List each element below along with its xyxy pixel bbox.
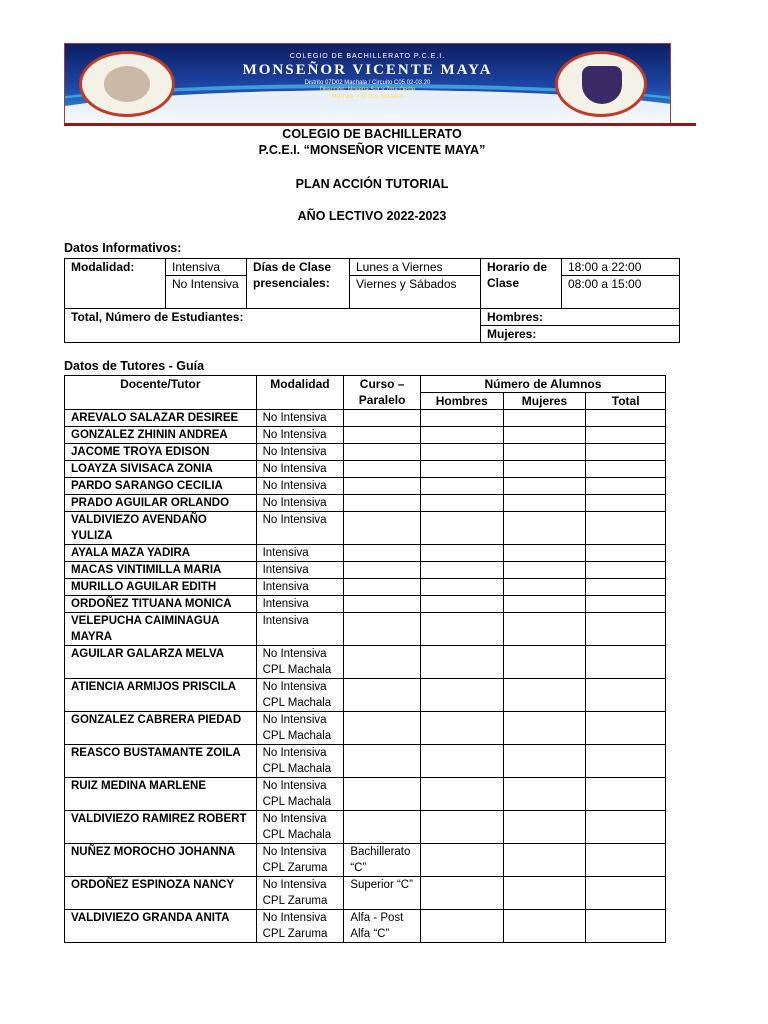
tutor-total <box>586 844 666 877</box>
tutor-total <box>586 461 666 478</box>
tutor-total <box>586 579 666 596</box>
tutor-mujeres <box>503 877 586 910</box>
tutor-hombres <box>420 877 503 910</box>
tutor-mujeres <box>503 461 586 478</box>
tutor-hombres <box>420 444 503 461</box>
table-row <box>65 679 666 712</box>
tutor-curso: Bachillerato “C” <box>344 844 421 877</box>
tutor-modalidad: Intensiva <box>256 613 344 646</box>
tutor-curso <box>344 811 421 844</box>
tutor-total <box>586 596 666 613</box>
col-curso: Curso – Paralelo <box>344 376 421 410</box>
tutor-modalidad: No Intensiva <box>256 495 344 512</box>
tutor-mujeres <box>503 410 586 427</box>
tutor-hombres <box>420 596 503 613</box>
tutor-name: ORDOÑEZ ESPINOZA NANCY <box>65 877 257 910</box>
tutor-modalidad: Intensiva <box>256 579 344 596</box>
total-estudiantes-text: Total, Número de Estudiantes: <box>71 310 244 324</box>
tutor-modalidad: Intensiva <box>256 596 344 613</box>
tutor-modalidad: No Intensiva CPL Zaruma <box>256 910 344 943</box>
col-numero-alumnos: Número de Alumnos <box>420 376 665 393</box>
table-row <box>65 596 666 613</box>
tutor-total <box>586 512 666 545</box>
tutor-modalidad: Intensiva <box>256 562 344 579</box>
tutor-hombres <box>420 545 503 562</box>
tutor-hombres <box>420 910 503 943</box>
col-hombres: Hombres <box>420 393 503 410</box>
tutor-modalidad: No Intensiva <box>256 410 344 427</box>
tutor-total <box>586 545 666 562</box>
dias-label: Días de Clase presenciales: <box>247 259 350 309</box>
table-row <box>65 877 666 910</box>
tutor-modalidad: No Intensiva CPL Machala <box>256 712 344 745</box>
tutor-mujeres <box>503 811 586 844</box>
hombres-label: Hombres: <box>481 309 680 326</box>
tutor-name: GONZALEZ ZHININ ANDREA <box>65 427 257 444</box>
tutor-curso <box>344 444 421 461</box>
tutor-curso <box>344 613 421 646</box>
tutor-name: GONZALEZ CABRERA PIEDAD <box>65 712 257 745</box>
tutors-table <box>64 375 666 943</box>
tutor-curso <box>344 778 421 811</box>
mujeres-label: Mujeres: <box>481 326 680 343</box>
tutor-hombres <box>420 778 503 811</box>
tutor-hombres <box>420 745 503 778</box>
tutor-curso <box>344 596 421 613</box>
tutor-modalidad: No Intensiva CPL Machala <box>256 811 344 844</box>
tutor-mujeres <box>503 613 586 646</box>
horario-value-2: 08:00 a 15:00 <box>562 276 680 309</box>
tutor-hombres <box>420 844 503 877</box>
tutor-name: VALDIVIEZO AVENDAÑO YULIZA <box>65 512 257 545</box>
table-row <box>65 910 666 943</box>
tutor-mujeres <box>503 427 586 444</box>
header-banner <box>64 43 671 125</box>
col-docente: Docente/Tutor <box>65 376 257 410</box>
tutor-total <box>586 495 666 512</box>
tutor-name: PRADO AGUILAR ORLANDO <box>65 495 257 512</box>
dias-value-1: Lunes a Viernes <box>350 259 481 276</box>
table-row <box>65 745 666 778</box>
modalidad-value-1: Intensiva <box>166 259 247 276</box>
tutor-curso <box>344 579 421 596</box>
table-row <box>65 512 666 545</box>
tutor-curso <box>344 512 421 545</box>
tutor-hombres <box>420 679 503 712</box>
tutor-modalidad: No Intensiva CPL Zaruma <box>256 844 344 877</box>
tutor-total <box>586 811 666 844</box>
tutor-total <box>586 613 666 646</box>
banner-city: Machala – El Oro- Ecuador <box>331 94 404 100</box>
doc-title-line2: P.C.E.I. “MONSEÑOR VICENTE MAYA” <box>258 143 486 157</box>
tutor-name: JACOME TROYA EDISON <box>65 444 257 461</box>
tutor-hombres <box>420 461 503 478</box>
modalidad-value-2: No Intensiva <box>166 276 247 309</box>
header-rule <box>64 123 696 126</box>
col-modalidad: Modalidad <box>256 376 344 410</box>
tutor-hombres <box>420 478 503 495</box>
tutor-curso: Superior “C” <box>344 877 421 910</box>
tutor-hombres <box>420 512 503 545</box>
table-row <box>65 427 666 444</box>
tutor-hombres <box>420 712 503 745</box>
banner-school: COLEGIO DE BACHILLERATO P.C.E.I. <box>289 53 446 60</box>
tutor-modalidad: No Intensiva <box>256 478 344 495</box>
tutor-curso <box>344 427 421 444</box>
tutor-name: RUIZ MEDINA MARLENE <box>65 778 257 811</box>
tutor-total <box>586 745 666 778</box>
tutor-hombres <box>420 410 503 427</box>
tutor-mujeres <box>503 562 586 579</box>
info-section-label: Datos Informativos: <box>64 241 182 255</box>
table-row <box>65 712 666 745</box>
table-row <box>65 410 666 427</box>
tutor-mujeres <box>503 679 586 712</box>
tutor-hombres <box>420 613 503 646</box>
horario-label: Horario de Clase <box>481 259 562 309</box>
total-estudiantes-label <box>65 309 481 343</box>
tutor-name: VELEPUCHA CAIMINAGUA MAYRA <box>65 613 257 646</box>
tutor-name: AGUILAR GALARZA MELVA <box>65 646 257 679</box>
tutor-name: PARDO SARANGO CECILIA <box>65 478 257 495</box>
tutor-modalidad: No Intensiva <box>256 444 344 461</box>
tutor-mujeres <box>503 745 586 778</box>
tutor-mujeres <box>503 844 586 877</box>
tutor-modalidad: No Intensiva CPL Machala <box>256 646 344 679</box>
tutor-name: LOAYZA SIVISACA ZONIA <box>65 461 257 478</box>
table-row <box>65 613 666 646</box>
col-total: Total <box>586 393 666 410</box>
tutor-name: AREVALO SALAZAR DESIREE <box>65 410 257 427</box>
tutor-name: ATIENCIA ARMIJOS PRISCILA <box>65 679 257 712</box>
tutor-mujeres <box>503 910 586 943</box>
tutor-name: VALDIVIEZO GRANDA ANITA <box>65 910 257 943</box>
banner-district: Distrito 07D02 Machala / Circuito C05.02-03.20 <box>304 80 431 86</box>
banner-title: MONSEÑOR VICENTE MAYA <box>242 62 493 78</box>
table-row <box>65 844 666 877</box>
tutor-name: VALDIVIEZO RAMIREZ ROBERT <box>65 811 257 844</box>
tutor-mujeres <box>503 444 586 461</box>
tutor-curso <box>344 545 421 562</box>
doc-year: AÑO LECTIVO 2022-2023 <box>297 209 447 223</box>
tutor-total <box>586 410 666 427</box>
tutor-curso <box>344 461 421 478</box>
tutor-total <box>586 910 666 943</box>
tutor-curso <box>344 712 421 745</box>
table-row <box>65 778 666 811</box>
table-row <box>65 579 666 596</box>
tutor-curso <box>344 495 421 512</box>
tutor-mujeres <box>503 579 586 596</box>
table-row <box>65 545 666 562</box>
tutor-curso <box>344 410 421 427</box>
tutor-modalidad: No Intensiva CPL Zaruma <box>256 877 344 910</box>
tutor-total <box>586 427 666 444</box>
col-mujeres: Mujeres <box>503 393 586 410</box>
tutor-total <box>586 478 666 495</box>
tutor-total <box>586 778 666 811</box>
tutor-name: ORDOÑEZ TITUANA MONICA <box>65 596 257 613</box>
tutor-mujeres <box>503 646 586 679</box>
tutor-modalidad: No Intensiva CPL Machala <box>256 679 344 712</box>
tutor-mujeres <box>503 512 586 545</box>
tutor-total <box>586 712 666 745</box>
tutor-curso <box>344 562 421 579</box>
tutor-name: REASCO BUSTAMANTE ZOILA <box>65 745 257 778</box>
table-row <box>65 461 666 478</box>
tutor-curso <box>344 646 421 679</box>
dias-value-2: Viernes y Sábados <box>350 276 481 309</box>
tutor-total <box>586 877 666 910</box>
table-row <box>65 444 666 461</box>
table-row <box>65 562 666 579</box>
tutor-hombres <box>420 562 503 579</box>
tutor-name: AYALA MAZA YADIRA <box>65 545 257 562</box>
tutor-total <box>586 562 666 579</box>
info-table <box>64 258 680 343</box>
tutor-curso <box>344 679 421 712</box>
tutor-name: MURILLO AGUILAR EDITH <box>65 579 257 596</box>
tutor-mujeres <box>503 495 586 512</box>
tutor-hombres <box>420 427 503 444</box>
tutor-total <box>586 646 666 679</box>
tutor-curso <box>344 745 421 778</box>
banner-address: Dirección: Novena Sur y 7ma Oeste <box>319 87 416 93</box>
table-row <box>65 811 666 844</box>
tutor-total <box>586 444 666 461</box>
tutor-modalidad: No Intensiva <box>256 512 344 545</box>
table-row <box>65 478 666 495</box>
horario-value-1: 18:00 a 22:00 <box>562 259 680 276</box>
doc-title-line1: COLEGIO DE BACHILLERATO <box>282 127 462 141</box>
tutor-modalidad: No Intensiva CPL Machala <box>256 778 344 811</box>
table-row <box>65 646 666 679</box>
tutor-modalidad: No Intensiva CPL Machala <box>256 745 344 778</box>
tutor-curso <box>344 478 421 495</box>
tutor-hombres <box>420 579 503 596</box>
tutor-curso: Alfa - Post Alfa “C” <box>344 910 421 943</box>
doc-plan-title: PLAN ACCIÓN TUTORIAL <box>295 177 449 191</box>
tutor-mujeres <box>503 712 586 745</box>
tutor-modalidad: No Intensiva <box>256 427 344 444</box>
tutor-modalidad: No Intensiva <box>256 461 344 478</box>
tutor-mujeres <box>503 596 586 613</box>
tutor-name: MACAS VINTIMILLA MARIA <box>65 562 257 579</box>
tutors-section-label: Datos de Tutores - Guía <box>64 359 205 373</box>
table-row <box>65 495 666 512</box>
tutor-hombres <box>420 495 503 512</box>
tutor-hombres <box>420 646 503 679</box>
tutor-hombres <box>420 811 503 844</box>
modalidad-label: Modalidad: <box>65 259 166 309</box>
tutor-modalidad: Intensiva <box>256 545 344 562</box>
tutor-mujeres <box>503 778 586 811</box>
tutor-total <box>586 679 666 712</box>
tutor-name: NUÑEZ MOROCHO JOHANNA <box>65 844 257 877</box>
tutor-mujeres <box>503 478 586 495</box>
tutor-mujeres <box>503 545 586 562</box>
